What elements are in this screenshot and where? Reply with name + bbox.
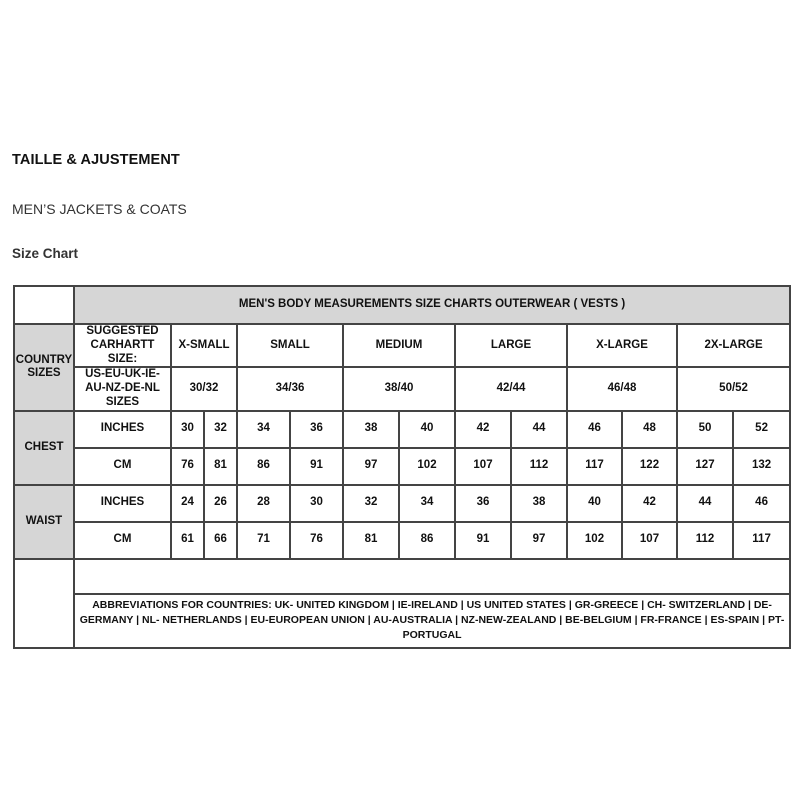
waist-inches-value: 34 — [399, 485, 455, 522]
chest-cm-value: 107 — [455, 448, 511, 485]
size-name-l: LARGE — [455, 324, 567, 367]
chest-cm-value: 102 — [399, 448, 455, 485]
size-name-2xl: 2X-LARGE — [677, 324, 790, 367]
waist-inches-value: 32 — [343, 485, 399, 522]
chest-cm-value: 132 — [733, 448, 790, 485]
size-range-l: 42/44 — [455, 367, 567, 410]
chest-inches-value: 44 — [511, 411, 567, 448]
waist-cm-label: CM — [74, 522, 171, 559]
chest-cm-value: 86 — [237, 448, 290, 485]
suggested-size-label: SUGGESTED CARHARTT SIZE: — [74, 324, 171, 367]
country-codes-label: US-EU-UK-IE-AU-NZ-DE-NL SIZES — [74, 367, 171, 410]
waist-cm-value: 107 — [622, 522, 677, 559]
chest-inches-label: INCHES — [74, 411, 171, 448]
section-heading: Size Chart — [12, 246, 79, 261]
size-range-2xl: 50/52 — [677, 367, 790, 410]
waist-inches-value: 24 — [171, 485, 204, 522]
chest-cm-value: 81 — [204, 448, 237, 485]
chest-inches-value: 32 — [204, 411, 237, 448]
country-sizes-label: COUNTRY SIZES — [14, 324, 74, 411]
waist-inches-value: 38 — [511, 485, 567, 522]
page-subtitle: MEN’S JACKETS & COATS — [12, 201, 187, 217]
waist-inches-value: 42 — [622, 485, 677, 522]
size-name-s: SMALL — [237, 324, 343, 367]
waist-inches-value: 30 — [290, 485, 343, 522]
size-name-xs: X-SMALL — [171, 324, 237, 367]
waist-inches-value: 46 — [733, 485, 790, 522]
waist-inches-value: 40 — [567, 485, 622, 522]
waist-cm-value: 86 — [399, 522, 455, 559]
waist-cm-value: 117 — [733, 522, 790, 559]
size-name-xl: X-LARGE — [567, 324, 677, 367]
table-heading-row — [14, 286, 790, 324]
waist-inches-value: 36 — [455, 485, 511, 522]
waist-cm-value: 81 — [343, 522, 399, 559]
table-heading: MEN'S BODY MEASUREMENTS SIZE CHARTS OUTERWEAR ( VESTS ) — [74, 286, 790, 324]
size-names-row — [14, 324, 790, 367]
chest-inches-value: 50 — [677, 411, 733, 448]
corner-cell — [14, 286, 74, 324]
chest-cm-value: 97 — [343, 448, 399, 485]
spacer-row — [14, 559, 790, 594]
spacer-cell — [74, 559, 790, 594]
chest-inches-value: 48 — [622, 411, 677, 448]
chest-inches-value: 30 — [171, 411, 204, 448]
waist-cm-value: 76 — [290, 522, 343, 559]
size-ranges-row — [14, 367, 790, 410]
waist-cm-value: 61 — [171, 522, 204, 559]
size-range-xs: 30/32 — [171, 367, 237, 410]
waist-cm-value: 71 — [237, 522, 290, 559]
waist-cm-value: 66 — [204, 522, 237, 559]
chest-inches-value: 46 — [567, 411, 622, 448]
waist-cm-value: 112 — [677, 522, 733, 559]
chest-inches-value: 36 — [290, 411, 343, 448]
footer-left-cell — [14, 559, 74, 648]
chest-cm-row — [14, 448, 790, 485]
waist-cm-value: 91 — [455, 522, 511, 559]
chest-inches-value: 38 — [343, 411, 399, 448]
waist-label: WAIST — [14, 485, 74, 559]
waist-cm-row — [14, 522, 790, 559]
size-range-xl: 46/48 — [567, 367, 677, 410]
chest-label: CHEST — [14, 411, 74, 485]
size-range-m: 38/40 — [343, 367, 455, 410]
chest-inches-value: 34 — [237, 411, 290, 448]
abbreviations-row — [14, 594, 790, 648]
country-abbreviations-note: ABBREVIATIONS FOR COUNTRIES: UK- UNITED KINGDOM | IE-IRELAND | US UNITED STATES | GR-GREECE | CH- SWITZERLAND | DE-GERMANY | NL- NETHERLANDS | EU-EUROPEAN UNION | AU-AUSTRALIA | NZ-NEW-ZEALAND | BE-BELGIUM | FR-FRANCE | ES-SPAIN | PT-PORTUGAL — [74, 594, 790, 648]
waist-inches-value: 28 — [237, 485, 290, 522]
chest-inches-row — [14, 411, 790, 448]
page-title: TAILLE & AJUSTEMENT — [12, 152, 180, 168]
waist-inches-value: 44 — [677, 485, 733, 522]
size-range-s: 34/36 — [237, 367, 343, 410]
chest-cm-value: 117 — [567, 448, 622, 485]
size-name-m: MEDIUM — [343, 324, 455, 367]
waist-inches-value: 26 — [204, 485, 237, 522]
waist-cm-value: 97 — [511, 522, 567, 559]
waist-inches-row — [14, 485, 790, 522]
chest-inches-value: 42 — [455, 411, 511, 448]
size-chart-table — [13, 285, 791, 649]
waist-cm-value: 102 — [567, 522, 622, 559]
chest-cm-label: CM — [74, 448, 171, 485]
chest-cm-value: 112 — [511, 448, 567, 485]
chest-cm-value: 91 — [290, 448, 343, 485]
chest-inches-value: 52 — [733, 411, 790, 448]
chest-cm-value: 127 — [677, 448, 733, 485]
chest-cm-value: 122 — [622, 448, 677, 485]
chest-cm-value: 76 — [171, 448, 204, 485]
chest-inches-value: 40 — [399, 411, 455, 448]
waist-inches-label: INCHES — [74, 485, 171, 522]
